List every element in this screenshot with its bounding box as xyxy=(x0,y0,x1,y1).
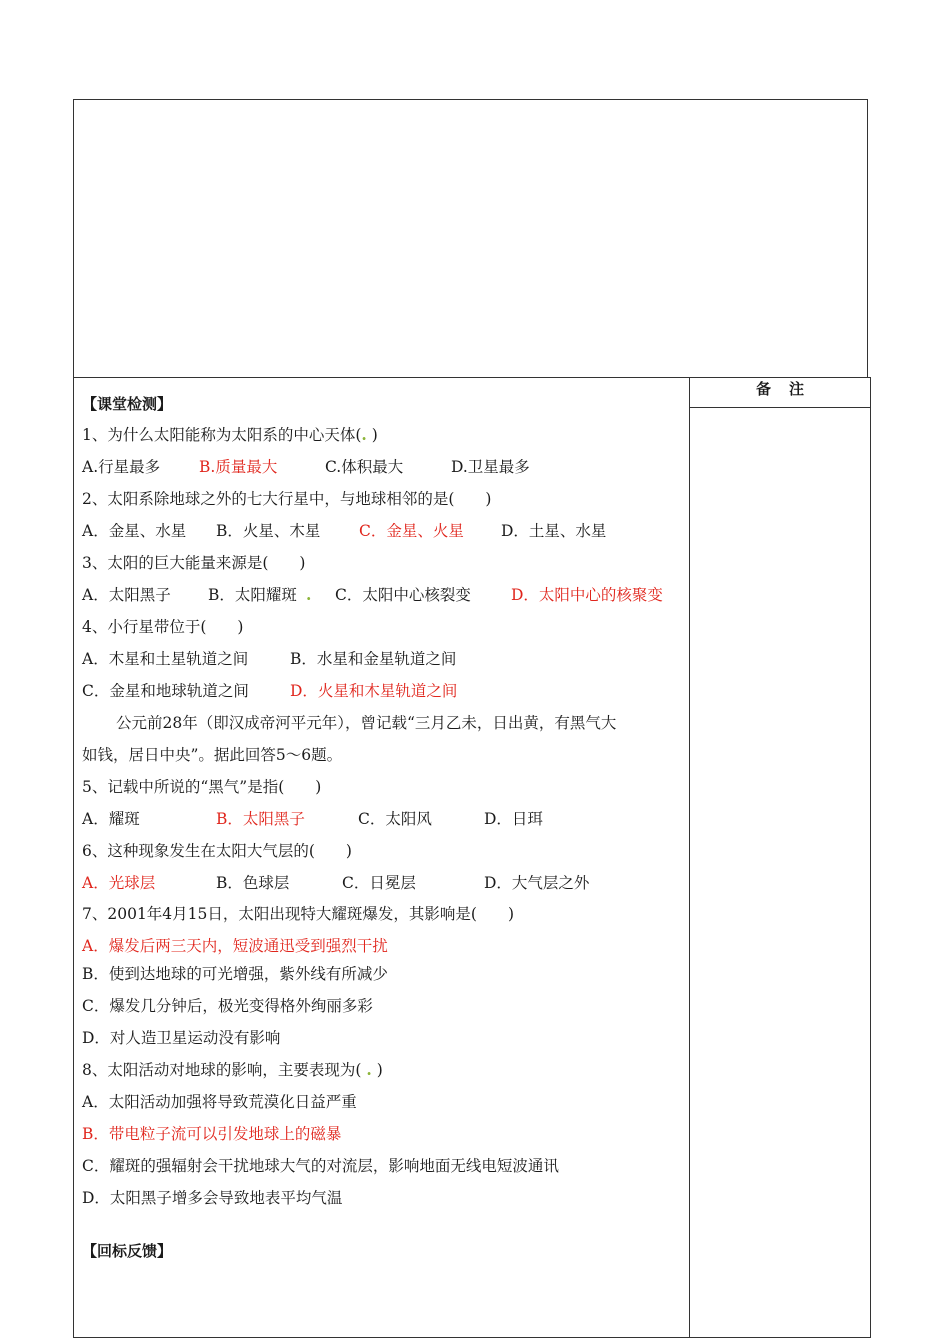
question-2: 2、太阳系除地球之外的七大行星中，与地球相邻的是( ) xyxy=(82,490,492,508)
q8-option-a: A．太阳活动加强将导致荒漠化日益严重 xyxy=(82,1093,357,1111)
q2-option-a: A．金星、水星 xyxy=(82,522,187,540)
section-heading-feedback: 【回标反馈】 xyxy=(82,1242,173,1260)
q5-option-d: D．日珥 xyxy=(484,810,543,828)
question-8-mark: . xyxy=(366,1060,372,1079)
q4-option-b: B．水星和金星轨道之间 xyxy=(290,650,457,668)
question-8-stem: 8、太阳活动对地球的影响，主要表现为( xyxy=(82,1061,362,1079)
question-4-options-row1 xyxy=(82,649,682,669)
question-3-options xyxy=(82,585,682,605)
q7-option-c: C．爆发几分钟后，极光变得格外绚丽多彩 xyxy=(82,997,373,1015)
q8-option-d: D．太阳黑子增多会导致地表平均气温 xyxy=(82,1189,343,1207)
q8-option-c: C．耀斑的强辐射会干扰地球大气的对流层，影响地面无线电短波通讯 xyxy=(82,1157,559,1175)
q6-option-d: D．大气层之外 xyxy=(484,874,590,892)
q5-option-b: B．太阳黑子 xyxy=(216,810,305,828)
question-7: 7、2001年4月15日，太阳出现特大耀斑爆发，其影响是( ) xyxy=(82,905,514,923)
q4-option-a: A．木星和土星轨道之间 xyxy=(82,650,249,668)
question-1-stem: 1、为什么太阳能称为太阳系的中心天体( xyxy=(82,426,362,444)
q3-option-b: B．太阳耀斑 xyxy=(208,586,297,604)
q5-option-a: A．耀斑 xyxy=(82,810,140,828)
question-3: 3、太阳的巨大能量来源是( ) xyxy=(82,554,306,572)
notes-column xyxy=(689,377,871,1338)
q4-option-c: C．金星和地球轨道之间 xyxy=(82,682,249,700)
question-6-options xyxy=(82,873,682,893)
question-1-mark: . xyxy=(361,425,367,444)
q2-option-c: C．金星、火星 xyxy=(359,522,464,540)
question-8 xyxy=(82,1060,383,1080)
question-1-options xyxy=(82,457,682,477)
passage-line-2: 如钱，居日中央”。据此回答5～6题。 xyxy=(82,746,343,764)
q6-option-b: B．色球层 xyxy=(216,874,290,892)
q2-option-d: D．土星、水星 xyxy=(501,522,607,540)
question-8-close: ) xyxy=(371,1061,383,1079)
q7-option-a: A．爆发后两三天内，短波通迅受到强烈干扰 xyxy=(82,937,388,955)
q5-option-c: C．太阳风 xyxy=(358,810,432,828)
top-blank-box xyxy=(73,99,868,378)
question-5: 5、记载中所说的“黑气”是指( ) xyxy=(82,778,322,796)
q1-option-c: C.体积最大 xyxy=(325,458,404,476)
q3-option-a: A．太阳黑子 xyxy=(82,586,171,604)
q1-option-b: B.质量最大 xyxy=(199,458,278,476)
q3-mark: . xyxy=(306,585,312,604)
q3-option-c: C．太阳中心核裂变 xyxy=(335,586,471,604)
question-4-options-row2 xyxy=(82,681,682,701)
q7-option-d: D．对人造卫星运动没有影响 xyxy=(82,1029,281,1047)
question-6: 6、这种现象发生在太阳大气层的( ) xyxy=(82,842,352,860)
question-2-options xyxy=(82,521,682,541)
q6-option-a: A．光球层 xyxy=(82,874,156,892)
question-1 xyxy=(82,425,378,445)
q4-option-d: D．火星和木星轨道之间 xyxy=(290,682,458,700)
passage-line-1: 公元前28年（即汉成帝河平元年），曾记载“三月乙未，日出黄，有黑气大 xyxy=(116,714,617,732)
q6-option-c: C．日冕层 xyxy=(342,874,416,892)
q1-option-a: A.行星最多 xyxy=(82,458,161,476)
question-4: 4、小行星带位于( ) xyxy=(82,618,244,636)
q8-option-b: B．带电粒子流可以引发地球上的磁暴 xyxy=(82,1125,342,1143)
q7-option-b: B．使到达地球的可光增强，紫外线有所减少 xyxy=(82,965,388,983)
q1-option-d: D.卫星最多 xyxy=(451,458,530,476)
notes-header: 备注 xyxy=(690,378,870,408)
q3-option-d: D．太阳中心的核聚变 xyxy=(511,586,663,604)
question-1-close: ) xyxy=(366,426,378,444)
question-5-options xyxy=(82,809,682,829)
q2-option-b: B．火星、木星 xyxy=(216,522,321,540)
section-heading-classroom-check: 【课堂检测】 xyxy=(82,395,173,413)
